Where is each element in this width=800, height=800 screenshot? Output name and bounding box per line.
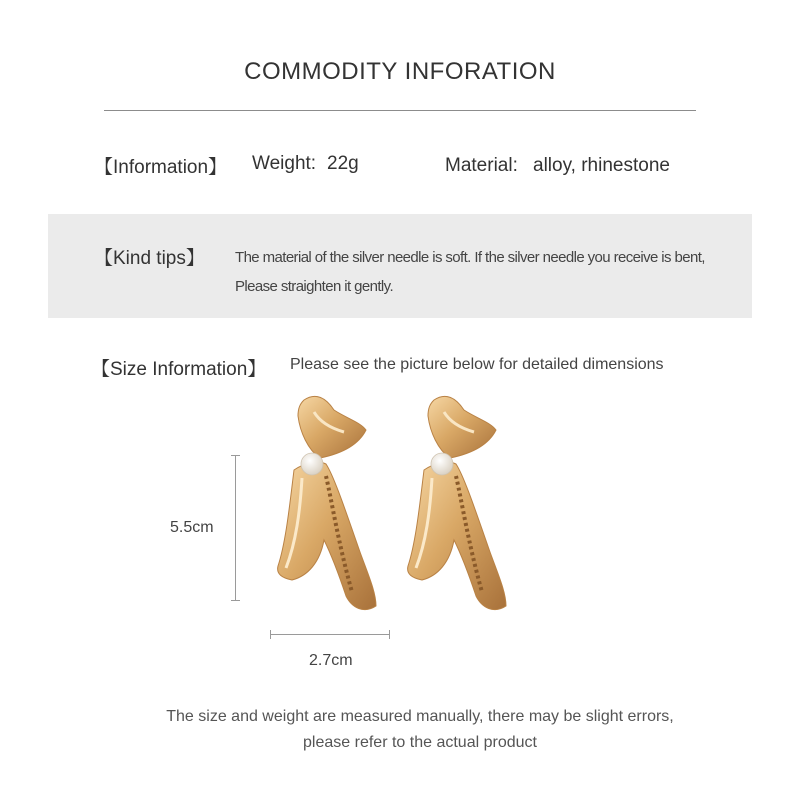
width-dimension-label: 2.7cm: [309, 652, 353, 669]
size-information-label: 【Size Information】: [91, 359, 267, 380]
disclaimer-line-1: The size and weight are measured manually, there may be slight errors,: [166, 708, 674, 725]
height-dimension-line: [235, 455, 236, 601]
size-information-note: Please see the picture below for detailed dimensions: [290, 356, 664, 373]
information-label: 【Information】: [94, 157, 228, 178]
kind-tips-line-1: The material of the silver needle is soft. If the silver needle you receive is bent,: [235, 249, 705, 266]
kind-tips-line-2: Please straighten it gently.: [235, 278, 394, 295]
title-divider: [104, 110, 696, 111]
disclaimer-line-2: please refer to the actual product: [303, 734, 537, 751]
weight-value: 22g: [327, 153, 359, 174]
width-dimension-line: [270, 634, 390, 635]
page-title: COMMODITY INFORATION: [244, 58, 556, 85]
material-label: Material:: [445, 155, 518, 176]
width-dimension-cap-left: [270, 630, 271, 639]
material-value: alloy, rhinestone: [533, 155, 670, 176]
weight-label: Weight:: [252, 153, 317, 174]
kind-tips-text: [235, 243, 735, 301]
earring-right-image: [398, 392, 508, 616]
measurement-disclaimer: [0, 704, 800, 756]
earring-left-image: [268, 392, 378, 616]
kind-tips-label: 【Kind tips】: [94, 248, 205, 269]
height-dimension-cap-top: [231, 455, 240, 456]
height-dimension-label: 5.5cm: [170, 519, 214, 536]
height-dimension-cap-bottom: [231, 600, 240, 601]
width-dimension-cap-right: [389, 630, 390, 639]
